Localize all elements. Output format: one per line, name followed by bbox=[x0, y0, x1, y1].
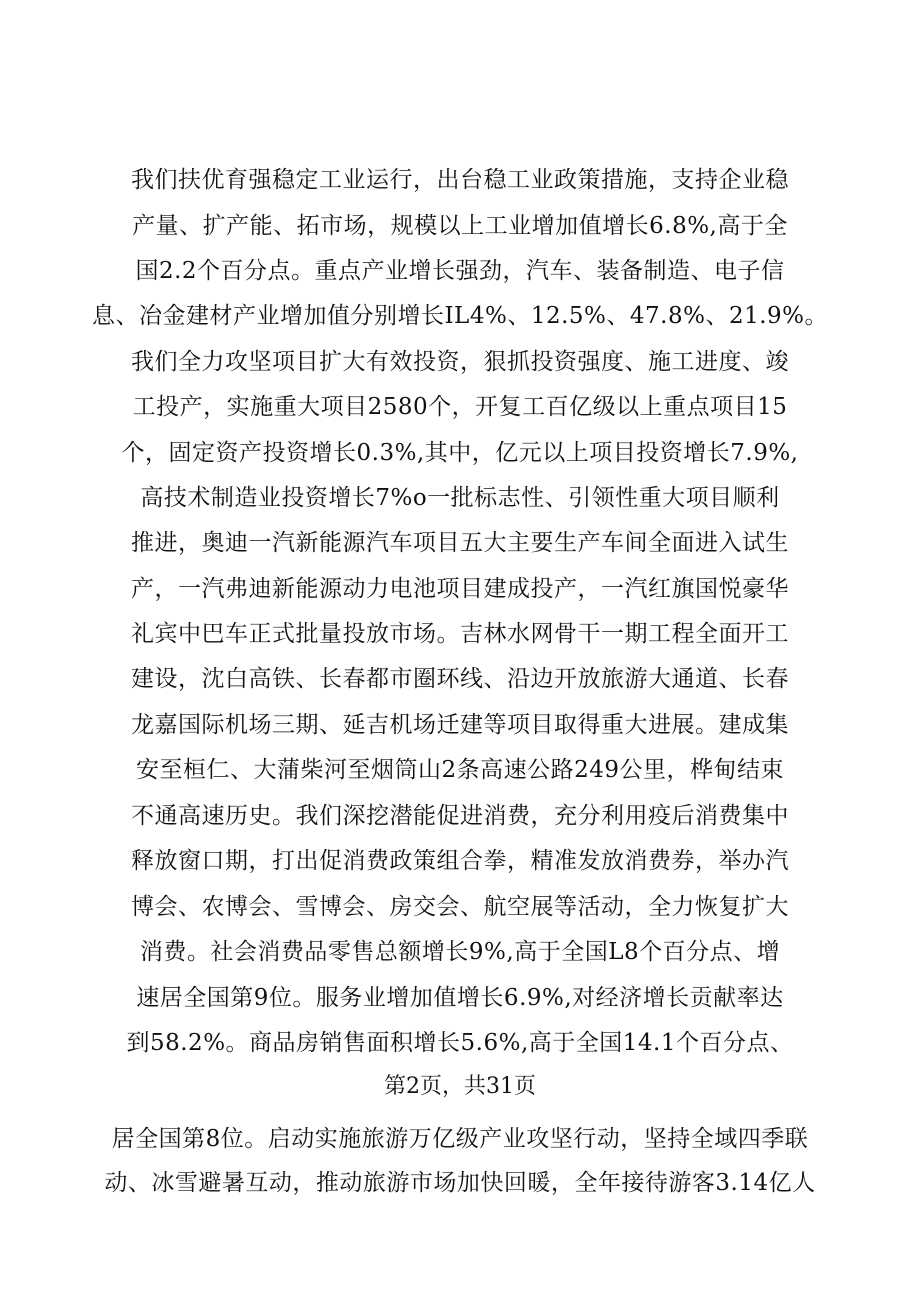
text-line: 不通高速历史。我们深挖潜能促进消费，充分利用疫后消费集中 bbox=[131, 803, 789, 829]
text-line: 消费。社会消费品零售总额增长9%,高于全国L8个百分点、增 bbox=[139, 939, 781, 965]
text-line: 息、冶金建材产业增加值分别增长IL4%、12.5%、47.8%、21.9%。 bbox=[91, 303, 829, 329]
text-line: 我们扶优育强稳定工业运行，出台稳工业政策措施，支持企业稳 bbox=[131, 167, 789, 193]
text-line: 礼宾中巴车正式批量投放市场。吉林水网骨干一期工程全面开工 bbox=[131, 621, 789, 647]
text-line: 工投产，实施重大项目2580个，开复工百亿级以上重点项目15 bbox=[132, 394, 788, 420]
page-number-footer: 第2页，共31页 bbox=[384, 1074, 536, 1099]
text-line: 产，一汽弗迪新能源动力电池项目建成投产，一汽红旗国悦豪华 bbox=[131, 576, 789, 602]
text-line: 到58.2%。商品房销售面积增长5.6%,高于全国14.1个百分点、 bbox=[126, 1030, 794, 1056]
text-line: 国2.2个百分点。重点产业增长强劲，汽车、装备制造、电子信 bbox=[135, 258, 785, 284]
text-line: 释放窗口期，打出促消费政策组合拳，精准发放消费券，举办汽 bbox=[131, 848, 789, 874]
text-line: 产量、扩产能、拓市场，规模以上工业增加值增长6.8%,高于全 bbox=[132, 213, 788, 239]
text-line: 速居全国第9位。服务业增加值增长6.9%,对经济增长贡献率达 bbox=[136, 985, 784, 1011]
text-line: 高技术制造业投资增长7%o一批标志性、引领性重大项目顺利 bbox=[140, 485, 780, 511]
text-line: 博会、农博会、雪博会、房交会、航空展等活动，全力恢复扩大 bbox=[131, 894, 789, 920]
text-line: 个，固定资产投资增长0.3%,其中，亿元以上项目投资增长7.9%, bbox=[121, 440, 799, 466]
text-line: 我们全力攻坚项目扩大有效投资，狠抓投资强度、施工进度、竣 bbox=[131, 349, 789, 375]
text-line: 安至桓仁、大蒲柴河至烟筒山2条高速公路249公里，桦甸结束 bbox=[135, 757, 785, 783]
text-line: 推进，奥迪一汽新能源汽车项目五大主要生产车间全面进入试生 bbox=[131, 530, 789, 556]
text-line: 龙嘉国际机场三期、延吉机场迁建等项目取得重大进展。建成集 bbox=[131, 712, 789, 738]
text-line: 动、冰雪避暑互动，推动旅游市场加快回暖，全年接待游客3.14亿人 bbox=[104, 1170, 816, 1196]
text-line: 居全国第8位。启动实施旅游万亿级产业攻坚行动，坚持全域四季联 bbox=[111, 1126, 809, 1152]
text-line: 建设，沈白高铁、长春都市圈环线、沿边开放旅游大通道、长春 bbox=[131, 666, 789, 692]
